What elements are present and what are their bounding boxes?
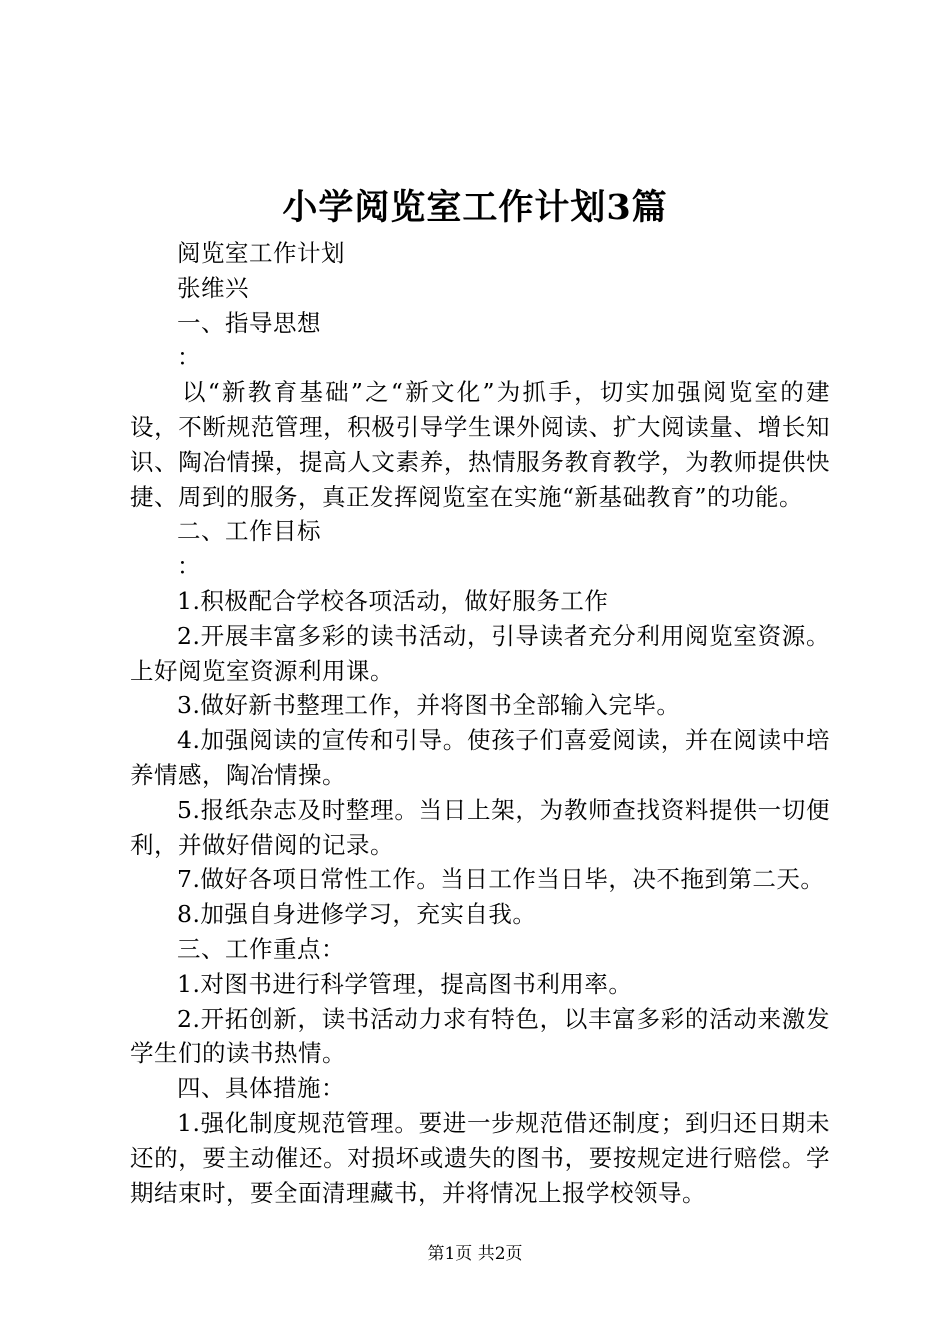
paragraph: ： [177, 552, 201, 581]
paragraph: 4.加强阅读的宣传和引导。使孩子们喜爱阅读，并在阅读中培养情感，陶冶情操。 [130, 726, 830, 789]
paragraph: 5.报纸杂志及时整理。当日上架，为教师查找资料提供一切便利，并做好借阅的记录。 [130, 795, 830, 859]
paragraph: 2.开展丰富多彩的读书活动，引导读者充分利用阅览室资源。上好阅览室资源利用课。 [130, 621, 830, 685]
page-footer: 第1页 共2页 [427, 1244, 523, 1264]
paragraph: 1.对图书进行科学管理，提高图书利用率。 [177, 969, 633, 998]
paragraph: 1.积极配合学校各项活动，做好服务工作 [177, 586, 609, 615]
paragraph: 二、工作目标 [177, 517, 321, 546]
paragraph: 张维兴 [177, 273, 249, 302]
paragraph: 1.强化制度规范管理。要进一步规范借还制度；到归还日期未还的，要主动催还。对损坏或遗失的图书，要按规定进行赔偿。学期结束时，要全面清理藏书，并将情况上报学校领导。 [130, 1108, 830, 1207]
paragraph: 3.做好新书整理工作，并将图书全部输入完毕。 [177, 691, 681, 720]
paragraph: 三、工作重点： [177, 934, 345, 963]
document-body [130, 236, 830, 1210]
paragraph: 2.开拓创新，读书活动力求有特色，以丰富多彩的活动来激发学生们的读书热情。 [130, 1004, 830, 1068]
paragraph: 四、具体措施： [177, 1074, 345, 1103]
paragraph: 阅览室工作计划 [177, 239, 345, 267]
paragraph: 一、指导思想 [177, 308, 321, 337]
paragraph: ： [177, 343, 201, 372]
paragraph: 以“新教育基础”之“新文化”为抓手，切实加强阅览室的建设，不断规范管理，积极引导学生课外阅读、扩大阅读量、增长知识、陶冶情操，提高人文素养，热情服务教育教学，为教师提供快捷、周到的服务，真正发挥阅览室在实施“新基础教育”的功能。 [130, 378, 830, 511]
paragraph: 8.加强自身进修学习，充实自我。 [177, 900, 537, 929]
document-title: 小学阅览室工作计划3篇 [282, 187, 668, 228]
paragraph: 7.做好各项日常性工作。当日工作当日毕，决不拖到第二天。 [177, 865, 825, 894]
